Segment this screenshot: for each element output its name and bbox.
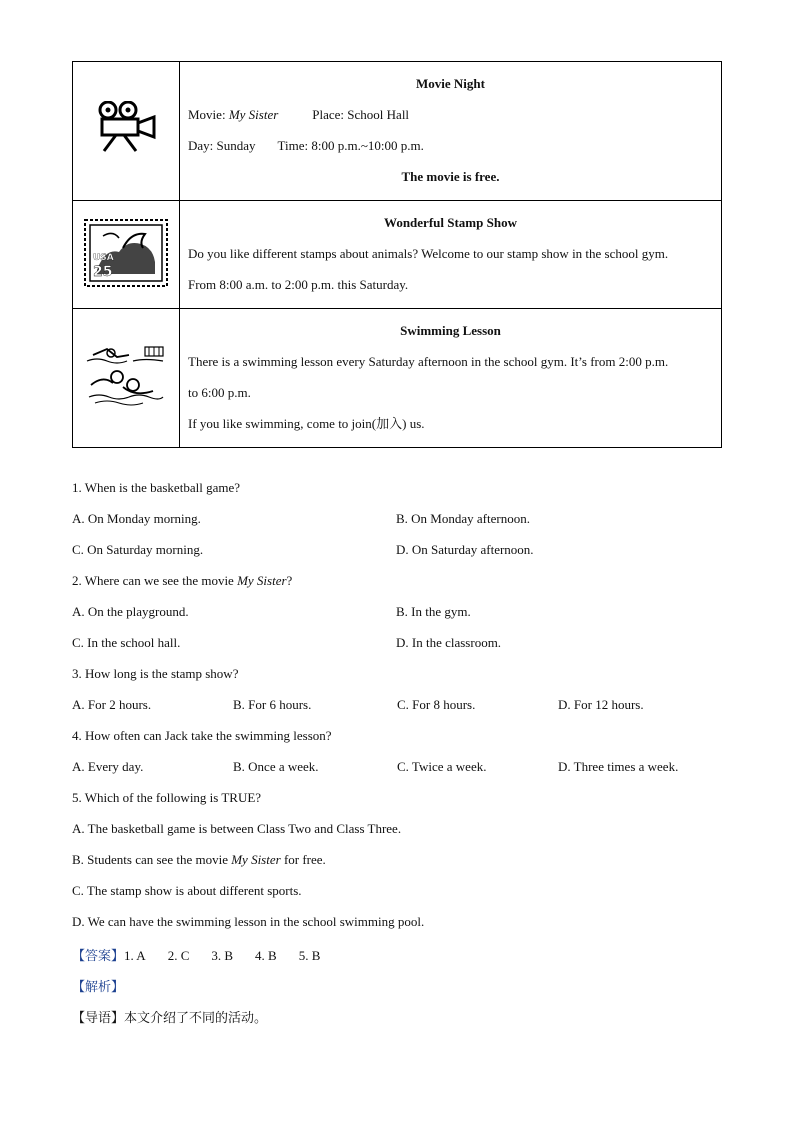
option-d: D. Three times a week.: [558, 759, 679, 774]
option-row: [72, 503, 722, 534]
answer-section: [72, 940, 722, 1033]
intro-tag: 【导语】: [72, 1011, 125, 1026]
answer-item: 2. C: [167, 948, 190, 963]
notice-text-cell: [180, 201, 722, 309]
answer-item: 3. B: [211, 948, 234, 963]
answer-tag: 【答案】: [72, 949, 125, 964]
free-note: The movie is free.: [401, 169, 500, 184]
option-text: for free.: [280, 852, 326, 867]
notice-text-cell: [180, 309, 722, 448]
notice-image-cell: [73, 309, 180, 448]
option-c: C. Twice a week.: [397, 759, 487, 774]
option-d: D. In the classroom.: [396, 635, 502, 650]
day-time-line: [188, 130, 713, 161]
movie-label: Movie:: [188, 107, 229, 122]
notice-title: Swimming Lesson: [400, 323, 501, 338]
option-b: B. In the gym.: [396, 604, 471, 619]
notice-swimming-lesson: [73, 309, 722, 448]
notice-line: There is a swimming lesson every Saturday afternoon in the school gym. It’s from 2:00 p.m.: [188, 354, 669, 369]
option-b: [72, 844, 722, 875]
notice-stamp-show: [73, 201, 722, 309]
intro-text: 本文介绍了不同的活动。: [124, 1011, 268, 1026]
intro-line: [72, 1002, 722, 1033]
notice-title: Wonderful Stamp Show: [384, 215, 517, 230]
option-row: [72, 534, 722, 565]
question-stem: [72, 565, 722, 596]
notice-movie-night: [73, 62, 722, 201]
option-row: [72, 751, 722, 782]
option-d: D. We can have the swimming lesson in the school swimming pool.: [72, 914, 425, 929]
option-a: A. On the playground.: [72, 604, 189, 619]
notice-title: Movie Night: [416, 76, 485, 91]
notice-image-cell: [73, 201, 180, 309]
projector-icon: [88, 101, 164, 157]
option-b: B. For 6 hours.: [233, 697, 312, 712]
stamp-value: 25: [93, 263, 113, 280]
question-stem: 4. How often can Jack take the swimming lesson?: [72, 728, 332, 743]
swimmers-icon: [83, 341, 169, 411]
time-text: Time: 8:00 p.m.~10:00 p.m.: [277, 138, 424, 153]
day-text: Day: Sunday: [188, 138, 256, 153]
answer-item: 4. B: [255, 948, 277, 963]
questions-section: [72, 472, 722, 937]
stamp-icon: [83, 218, 169, 288]
option-b: B. On Monday afternoon.: [396, 511, 530, 526]
option-c: C. For 8 hours.: [397, 697, 476, 712]
analysis-line: [72, 971, 722, 1002]
analysis-tag: 【解析】: [72, 980, 125, 995]
movie-place-line: [188, 99, 713, 130]
option-row: [72, 627, 722, 658]
notice-line: Do you like different stamps about animals? Welcome to our stamp show in the school gym.: [188, 246, 669, 261]
stem-text: ?: [286, 573, 293, 588]
notices-table: [72, 61, 722, 448]
answer-key-line: [72, 940, 722, 971]
notice-line: If you like swimming, come to join(加入) us.: [188, 416, 425, 431]
option-c: C. The stamp show is about different sports.: [72, 883, 302, 898]
option-b: B. Once a week.: [233, 759, 319, 774]
option-a: A. The basketball game is between Class Two and Class Three.: [72, 821, 402, 836]
stamp-country: USA: [93, 252, 114, 263]
option-row: [72, 596, 722, 627]
answer-item: 1. A: [124, 948, 146, 963]
question-stem: 3. How long is the stamp show?: [72, 666, 239, 681]
notice-text-cell: [180, 62, 722, 201]
option-d: D. On Saturday afternoon.: [396, 542, 534, 557]
option-row: [72, 689, 722, 720]
notice-line: to 6:00 p.m.: [188, 385, 251, 400]
question-stem: 1. When is the basketball game?: [72, 480, 240, 495]
place-text: Place: School Hall: [312, 107, 410, 122]
option-a: A. Every day.: [72, 759, 144, 774]
option-a: A. For 2 hours.: [72, 697, 152, 712]
stem-text: 2. Where can we see the movie: [72, 573, 238, 588]
movie-title: My Sister: [231, 852, 281, 867]
option-d: D. For 12 hours.: [558, 697, 644, 712]
notice-image-cell: [73, 62, 180, 201]
option-text: B. Students can see the movie: [72, 852, 232, 867]
movie-title: My Sister: [237, 573, 287, 588]
question-stem: 5. Which of the following is TRUE?: [72, 790, 262, 805]
notice-line: From 8:00 a.m. to 2:00 p.m. this Saturday.: [188, 277, 409, 292]
option-c: C. In the school hall.: [72, 635, 181, 650]
answer-item: 5. B: [298, 948, 321, 963]
option-c: C. On Saturday morning.: [72, 542, 204, 557]
movie-name: My Sister: [228, 107, 279, 122]
option-a: A. On Monday morning.: [72, 511, 201, 526]
